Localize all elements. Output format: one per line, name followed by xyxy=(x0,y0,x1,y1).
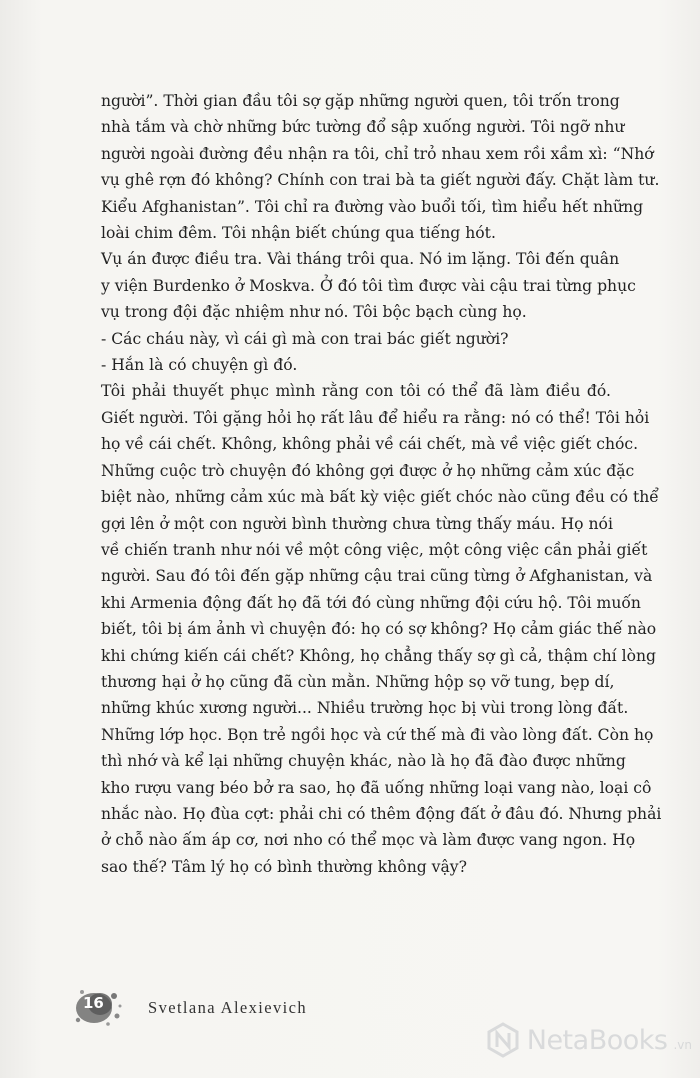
text-line: gợi lên ở một con người bình thường chưa từng thấy máu. Họ nói xyxy=(101,514,613,533)
text-line: Những lớp học. Bọn trẻ ngồi học và cứ thế mà đi vào lòng đất. Còn họ xyxy=(101,725,654,744)
text-line: vụ trong đội đặc nhiệm như nó. Tôi bộc bạch cùng họ. xyxy=(101,303,527,322)
text-line: Vụ án được điều tra. Vài tháng trôi qua. Nó im lặng. Tôi đến quân xyxy=(101,250,620,269)
watermark-text: NetaBooks xyxy=(526,1024,668,1056)
text-line: y viện Burdenko ở Moskva. Ở đó tôi tìm được vài cậu trai từng phục xyxy=(101,276,636,295)
text-line: - Các cháu này, vì cái gì mà con trai bác giết người? xyxy=(101,329,509,348)
page-number: 16 xyxy=(83,994,104,1012)
text-line: người ngoài đường đều nhận ra tôi, chỉ trỏ nhau xem rồi xầm xì: “Nhớ xyxy=(101,144,654,163)
text-line: Tôi phải thuyết phục mình rằng con tôi có thể đã làm điều đó. xyxy=(101,382,611,401)
dialogue-line-2 xyxy=(101,352,611,378)
paragraph-2 xyxy=(101,246,636,325)
text-line: thương hại ở họ cũng đã cùn mằn. Những hộp sọ vỡ tung, bẹp dí, xyxy=(101,672,615,691)
text-line: vụ ghê rợn đó không? Chính con trai bà ta giết người đấy. Chặt làm tư. xyxy=(101,171,660,190)
text-line: Những cuộc trò chuyện đó không gợi được ở họ những cảm xúc đặc xyxy=(101,461,635,480)
body-text xyxy=(101,88,662,880)
text-line: biết, tôi bị ám ảnh vì chuyện đó: họ có sợ không? Họ cảm giác thế nào xyxy=(101,620,657,639)
text-line: nhắc nào. Họ đùa cợt: phải chi có thêm động đất ở đâu đó. Nhưng phải xyxy=(101,804,662,823)
text-line: sao thế? Tâm lý họ có bình thường không vậy? xyxy=(101,857,467,876)
watermark-suffix: .vn xyxy=(673,1038,692,1052)
ink-splash-icon xyxy=(70,986,124,1030)
text-line: loài chim đêm. Tôi nhận biết chúng qua tiếng hót. xyxy=(101,224,496,243)
text-line: Giết người. Tôi gặng hỏi họ rất lâu để hiểu ra rằng: nó có thể! Tôi hỏi xyxy=(101,408,650,427)
dialogue-line-1 xyxy=(101,326,611,352)
text-line: Kiểu Afghanistan”. Tôi chỉ ra đường vào buổi tối, tìm hiểu hết những xyxy=(101,197,644,216)
author-name: Svetlana Alexievich xyxy=(148,998,308,1017)
page-footer xyxy=(70,988,307,1028)
text-line: - Hắn là có chuyện gì đó. xyxy=(101,356,298,375)
text-line: về chiến tranh như nói về một công việc, một công việc cần phải giết xyxy=(101,540,648,559)
text-line: kho rượu vang béo bở ra sao, họ đã uống những loại vang nào, loại cô xyxy=(101,778,652,797)
text-line: họ về cái chết. Không, không phải về cái chết, mà về việc giết chóc. xyxy=(101,435,639,454)
netabooks-logo-icon xyxy=(485,1022,521,1058)
text-line: khi Armenia động đất họ đã tới đó cùng những đội cứu hộ. Tôi muốn xyxy=(101,593,641,612)
text-line: biệt nào, những cảm xúc mà bất kỳ việc giết chóc nào cũng đều có thể xyxy=(101,488,659,507)
text-line: ở chỗ nào ấm áp cơ, nơi nho có thể mọc và làm được vang ngon. Họ xyxy=(101,831,636,850)
text-line: người. Sau đó tôi đến gặp những cậu trai cũng từng ở Afghanistan, và xyxy=(101,567,653,586)
text-line: những khúc xương người... Nhiều trường học bị vùi trong lòng đất. xyxy=(101,699,629,718)
text-line: người”. Thời gian đầu tôi sợ gặp những người quen, tôi trốn trong xyxy=(101,92,620,110)
text-line: thì nhớ và kể lại những chuyện khác, nào là họ đã đào được những xyxy=(101,752,626,771)
watermark xyxy=(485,1022,692,1058)
text-line: khi chứng kiến cái chết? Không, họ chẳng thấy sợ gì cả, thậm chí lòng xyxy=(101,646,656,665)
paragraph-1 xyxy=(101,88,660,246)
text-line: nhà tắm và chờ những bức tường đổ sập xuống người. Tôi ngỡ như xyxy=(101,118,625,137)
paragraph-3 xyxy=(101,378,662,880)
